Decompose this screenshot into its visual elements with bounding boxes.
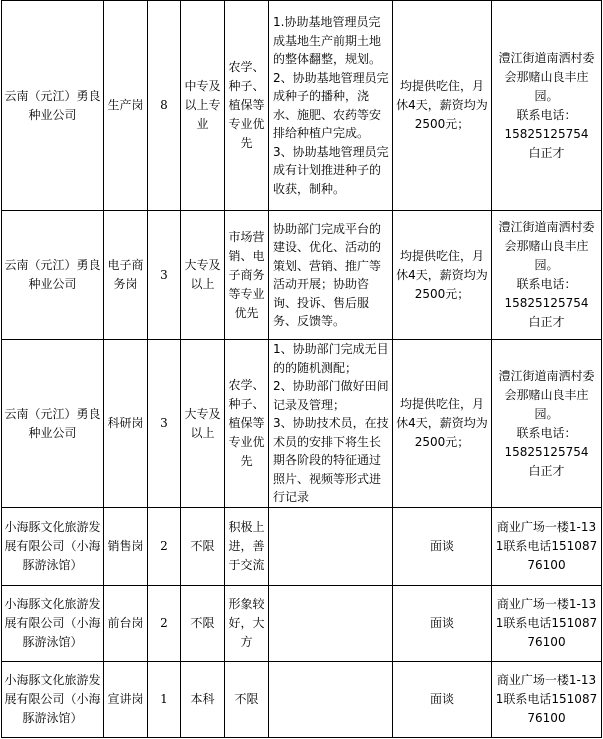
job-listings-table <box>1 0 602 738</box>
education-cell: 不限 <box>181 508 225 586</box>
duty-item: 1、协助部门完成无目的的随机测配； <box>273 342 389 375</box>
headcount-cell: 3 <box>148 211 181 340</box>
position-cell: 电子商务岗 <box>104 211 148 340</box>
contact-info: 商业广场一楼1-131联系电话15108776100 <box>495 520 598 572</box>
contact-address: 澧江街道南洒村委会那赌山良丰庄园。 <box>498 368 595 421</box>
company-cell: 小海豚文化旅游发展有限公司（小海豚游泳馆） <box>2 662 104 738</box>
salary-cell: 面谈 <box>393 586 492 662</box>
table-row <box>2 508 602 586</box>
duties-cell <box>269 662 393 738</box>
table-row <box>2 586 602 662</box>
duties-cell <box>269 508 393 586</box>
contact-cell <box>492 211 602 340</box>
contact-cell <box>492 662 602 738</box>
table-row <box>2 662 602 738</box>
contact-phone: 15825125754 <box>504 444 589 459</box>
salary-cell: 均提供吃住，月休4天，薪资均为2500元； <box>393 211 492 340</box>
contact-cell <box>492 508 602 586</box>
duty-item: 2、协助部门做好田间记录及管理； <box>273 379 389 412</box>
duties-cell <box>269 211 393 340</box>
position-cell: 前台岗 <box>104 586 148 662</box>
company-cell: 小海豚文化旅游发展有限公司（小海豚游泳馆） <box>2 508 104 586</box>
education-cell: 大专及以上 <box>181 340 225 508</box>
major-cell: 农学、种子、植保等专业优先 <box>225 340 269 508</box>
education-cell: 本科 <box>181 662 225 738</box>
position-cell: 销售岗 <box>104 508 148 586</box>
contact-phone-label: 联系电话： <box>516 425 577 440</box>
company-cell: 小海豚文化旅游发展有限公司（小海豚游泳馆） <box>2 586 104 662</box>
contact-phone-label: 联系电话： <box>516 277 577 291</box>
headcount-cell: 8 <box>148 1 181 211</box>
contact-info: 商业广场一楼1-131联系电话15108776100 <box>495 597 598 649</box>
position-cell: 生产岗 <box>104 1 148 211</box>
major-cell: 形象较好，大方 <box>225 586 269 662</box>
duty-item: 2、协助基地管理员完成种子的播种，浇水、施肥、农药等安排给种植户完成。 <box>273 70 389 140</box>
position-cell: 宣讲岗 <box>104 662 148 738</box>
headcount-cell: 1 <box>148 662 181 738</box>
position-cell: 科研岗 <box>104 340 148 508</box>
salary-cell: 均提供吃住，月休4天，薪资均为2500元； <box>393 340 492 508</box>
headcount-cell: 2 <box>148 508 181 586</box>
contact-address: 澧江街道南洒村委会那赌山良丰庄园。 <box>498 220 595 272</box>
duty-item: 1.协助基地管理员完成基地生产前期土地的整体翻整，规划。 <box>273 15 382 66</box>
contact-cell <box>492 586 602 662</box>
major-cell: 农学、种子、植保等专业优先 <box>225 1 269 211</box>
education-cell: 大专及以上 <box>181 211 225 340</box>
contact-cell <box>492 340 602 508</box>
company-cell: 云南（元江）勇良种业公司 <box>2 1 104 211</box>
contact-person: 白正才 <box>528 315 565 329</box>
contact-address: 澧江街道南洒村委会那赌山良丰庄园。 <box>498 50 595 103</box>
major-cell: 不限 <box>225 662 269 738</box>
duty-item: 3、协助技术员，在技术员的安排下将生长期各阶段的特征通过照片、视频等形式进行记录 <box>273 416 389 505</box>
contact-phone: 15825125754 <box>504 296 589 310</box>
contact-cell <box>492 1 602 211</box>
duties-cell <box>269 1 393 211</box>
contact-person: 白正才 <box>528 463 565 478</box>
duties-cell <box>269 586 393 662</box>
duty-item: 协助部门完成平台的建设、优化、活动的策划、营销、推广等活动开展；协助咨询、投诉、售后服务、反馈等。 <box>273 221 382 328</box>
salary-cell: 面谈 <box>393 508 492 586</box>
table-row <box>2 340 602 508</box>
headcount-cell: 2 <box>148 586 181 662</box>
contact-phone-label: 联系电话： <box>516 107 577 122</box>
major-cell: 市场营销、电子商务等专业优先 <box>225 211 269 340</box>
table-row <box>2 1 602 211</box>
contact-info: 商业广场一楼1-131联系电话15108776100 <box>495 673 598 725</box>
duty-item: 3、协助基地管理员完成有计划推进种子的收获，制种。 <box>273 144 389 196</box>
major-cell: 积极上进，善于交流 <box>225 508 269 586</box>
education-cell: 不限 <box>181 586 225 662</box>
headcount-cell: 3 <box>148 340 181 508</box>
contact-person: 白正才 <box>528 145 565 160</box>
salary-cell: 均提供吃住，月休4天，薪资均为2500元； <box>393 1 492 211</box>
education-cell: 中专及以上专业 <box>181 1 225 211</box>
company-cell: 云南（元江）勇良种业公司 <box>2 211 104 340</box>
salary-cell: 面谈 <box>393 662 492 738</box>
duties-cell <box>269 340 393 508</box>
company-cell: 云南（元江）勇良种业公司 <box>2 340 104 508</box>
contact-phone: 15825125754 <box>504 126 589 141</box>
table-row <box>2 211 602 340</box>
